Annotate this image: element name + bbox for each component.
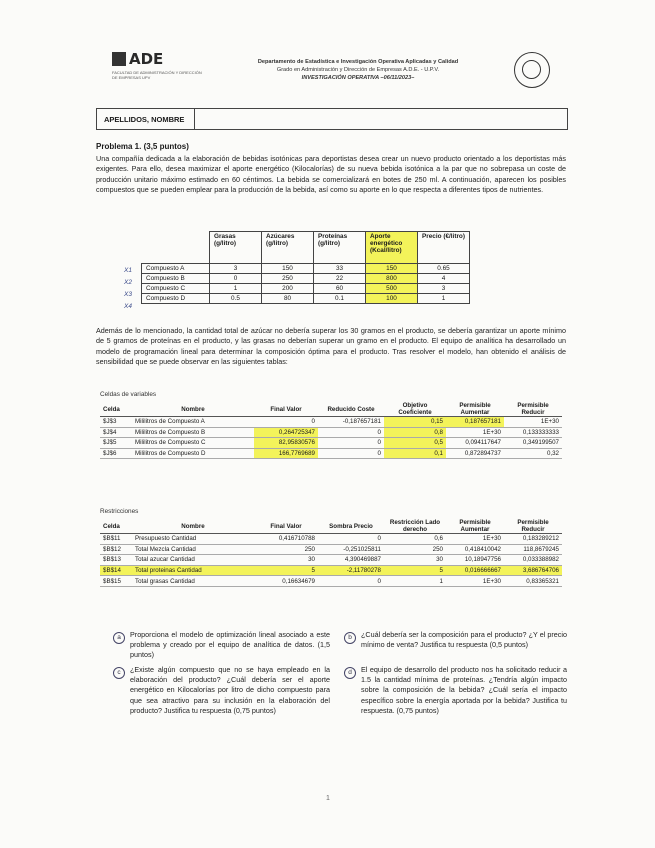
question-b: ¿Cuál debería ser la composición para el producto? ¿Y el precio mínimo de venta? Justifica tu respuesta (0,5 puntos): [361, 630, 567, 650]
document-header: [228, 58, 488, 82]
header-degree: Grado en Administración y Dirección de Empresas A.D.E. - U.P.V.: [276, 67, 440, 73]
variables-table-label: Celdas de variables: [100, 391, 157, 398]
compounds-table: [141, 231, 470, 304]
ade-logo: [112, 50, 202, 80]
problem-statement: Una compañía dedicada a la elaboración de bebidas isotónicas para deportistas desea crear un nuevo producto orientado a los deportistas más exigentes. Para ello, desea maximizar el aporte energético (Kilocalorías) de su nueva bebida isotónica a la par que no sobrepasa un coste de producción unitario máximo estimado en 60 céntimos. La bebida se comercializará en botes de 250 ml. A continuación, aparecen los posibles compuestos que se pueden emplear para la producción de la bebida, así como su aporte en lo que respecta a diferentes tipos de nutrientes.: [96, 154, 566, 195]
question-a-badge: a: [113, 632, 125, 644]
table-row: $B$12 Total Mezcla Cantidad 250 -0,251025811 250 0,418410042 118,8679245: [100, 544, 562, 555]
table-row: $B$11 Presupuesto Cantidad 0,416710788 0 0,6 1E+30 0,183289212: [100, 534, 562, 545]
table-row: Compuesto D 0.5 80 0.1 100 1: [142, 294, 470, 304]
constraints-table: Celda Nombre Final Valor Sombra Precio Restricción Lado derecho Permisible Aumentar Permisible Reducir $B$11 Presupuesto Cantidad 0,416710788 0 0,6 1E+30 0,183289212 $B$12 Total Mezcla Cantidad 250 -0,251025811 250 0,418410042 118,8679245 $B$13 Total azucar Cantidad 30 4,390469887 30 10,18947756 0,033388982 $B$14 Total proteinas Cantidad 5 -2,11780278 5 0,016666667 3,686764706 $B$15 Total grasas Cantidad 0,16634679 0 1 1E+30 0,83365321: [100, 519, 562, 587]
col-aporte: Aporte energético (Kcal/litro): [366, 232, 418, 264]
table-row: $B$14 Total proteinas Cantidad 5 -2,11780278 5 0,016666667 3,686764706: [100, 565, 562, 576]
table-row: Compuesto B 0 250 22 800 4: [142, 274, 470, 284]
table-row: $J$5 Mililitros de Compuesto C 82,95830576 0 0,5 0,094117647 0,349199507: [100, 438, 562, 449]
question-d-badge: d: [344, 667, 356, 679]
col-precio: Precio (€/litro): [418, 232, 470, 264]
table-row: $J$3 Mililitros de Compuesto A 0 -0,187657181 0,15 0,187657181 1E+30: [100, 417, 562, 428]
name-label: APELLIDOS, NOMBRE: [97, 109, 195, 129]
logo-text: ADE: [129, 50, 164, 68]
ade-logo-icon: [112, 52, 126, 66]
table-row: Compuesto A 3 150 33 150 0.65: [142, 264, 470, 274]
table-row: $J$4 Mililitros de Compuesto B 0,264725347 0 0,8 1E+30 0,133333333: [100, 427, 562, 438]
question-d: El equipo de desarrollo del producto nos ha solicitado reducir a 1.5 la cantidad mínima de proteínas. ¿Tendría algún impacto sobre la composición de la bebida? ¿Cuál sería el impacto específico sobre la energía aportada por la bebida? Justifica tu respuesta. (0,75 puntos): [361, 665, 567, 715]
col-grasas: Grasas (g/litro): [210, 232, 262, 264]
table-row: $B$13 Total azucar Cantidad 30 4,390469887 30 10,18947756 0,033388982: [100, 555, 562, 566]
var-label: X1: [124, 267, 132, 274]
var-label: X4: [124, 303, 132, 310]
university-seal-icon: [514, 52, 550, 88]
variables-table: Celda Nombre Final Valor Reducido Coste Objetivo Coeficiente Permisible Aumentar Permisible Reducir $J$3 Mililitros de Compuesto A 0 -0,187657181 0,15 0,187657181 1E+30 $J$4 Mililitros de Compuesto B 0,264725347 0 0,8 1E+30 0,133333333 $J$5 Mililitros de Compuesto C 82,95830576 0 0,5 0,094117647 0,349199507 $J$6 Mililitros de Compuesto D 166,7769689 0 0,1 0,872894737 0,32: [100, 402, 562, 459]
name-box: [96, 108, 568, 130]
col-proteinas: Proteínas (g/litro): [314, 232, 366, 264]
var-label: X2: [124, 279, 132, 286]
logo-subtitle: FACULTAD DE ADMINISTRACIÓN Y DIRECCIÓN DE EMPRESAS UPV: [112, 70, 202, 80]
var-label: X3: [124, 291, 132, 298]
header-course: INVESTIGACIÓN OPERATIVA –06/11/2023–: [301, 75, 415, 81]
problem-constraints-text: Además de lo mencionado, la cantidad total de azúcar no debería superar los 30 gramos en el producto, se debería garantizar un aporte mínimo de 5 gramos de proteínas en el producto, y las grasas no deberían superar un gramo en el producto. El equipo de analítica ha desarrollado un modelo de programación lineal para determinar la composición óptima para el producto. Tras resolver el modelo, han obtenido el análisis de sensibilidad que se puede observar en las siguientes tablas:: [96, 326, 566, 367]
question-c-badge: c: [113, 667, 125, 679]
header-department: Departamento de Estadística e Investigación Operativa Aplicadas y Calidad: [257, 59, 459, 65]
table-row: Compuesto C 1 200 60 500 3: [142, 284, 470, 294]
question-b-badge: b: [344, 632, 356, 644]
problem-title: Problema 1. (3,5 puntos): [96, 142, 189, 151]
constraints-table-label: Restricciones: [100, 508, 139, 515]
question-c: ¿Existe algún compuesto que no se haya empleado en la elaboración del producto? ¿Cuál debería ser el aporte energético en Kilocalorías por litro de dicho compuesto para que sea atractivo para su inclusión en la elaboración del producto? Justifica tu respuesta (0,75 puntos): [130, 665, 330, 715]
table-row: $J$6 Mililitros de Compuesto D 166,7769689 0 0,1 0,872894737 0,32: [100, 448, 562, 459]
page-number: 1: [326, 795, 330, 802]
table-row: $B$15 Total grasas Cantidad 0,16634679 0 1 1E+30 0,83365321: [100, 576, 562, 587]
col-azucares: Azúcares (g/litro): [262, 232, 314, 264]
question-a: Proporciona el modelo de optimización lineal asociado a este problema y creado por el equipo de analítica de datos. (1,5 puntos): [130, 630, 330, 660]
